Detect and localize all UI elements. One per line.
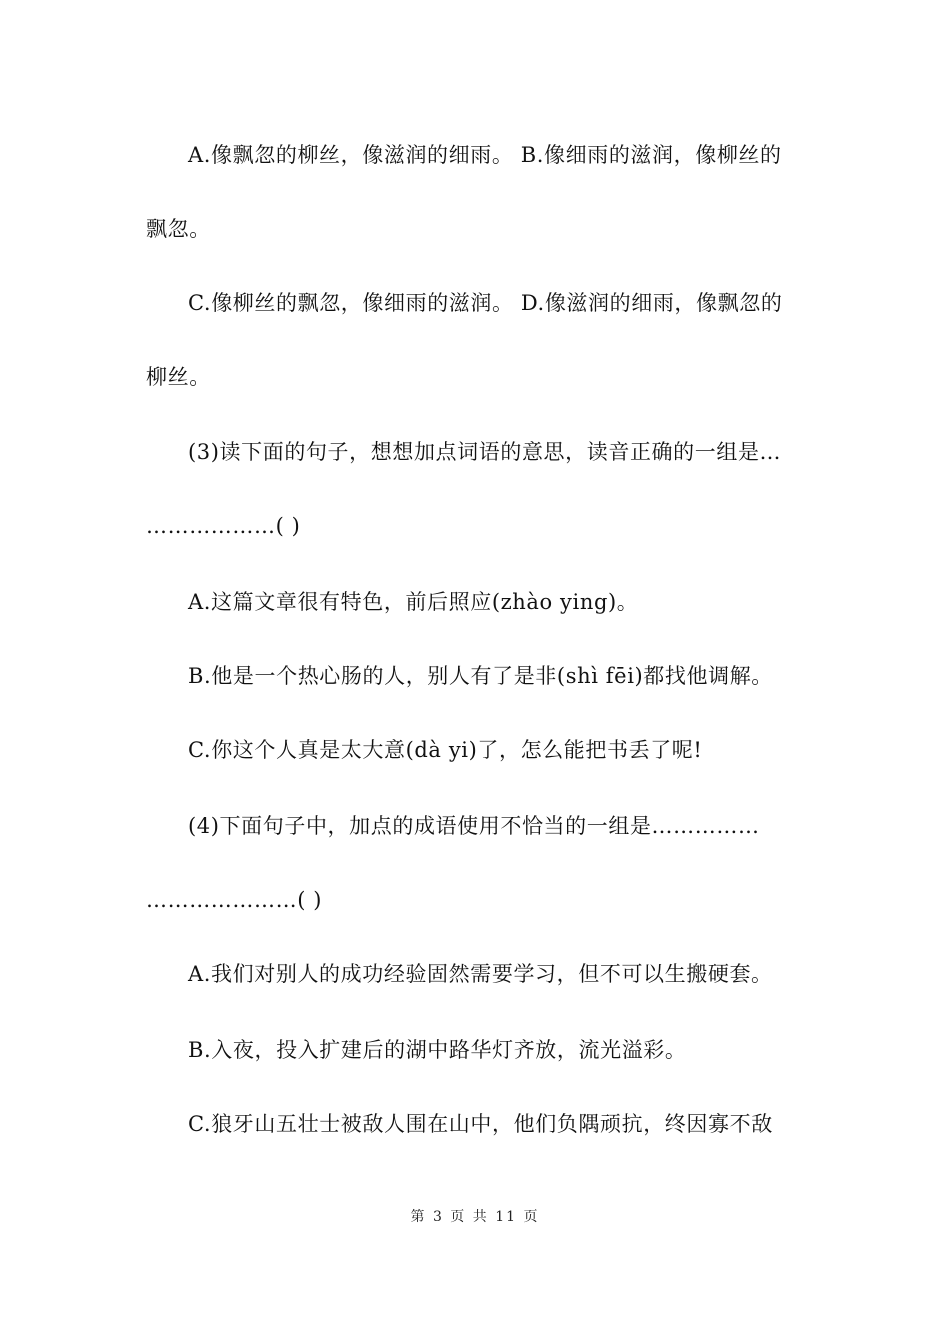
question-3-answer-blank: ………………( ): [146, 514, 301, 538]
option-line-continuation: 飘忽。: [146, 217, 211, 241]
option-line: C.像柳丝的飘忽，像细雨的滋润。 D.像滋润的细雨，像飘忽的: [188, 291, 783, 315]
question-3-option-a: A.这篇文章很有特色，前后照应(zhào ying)。: [188, 590, 639, 614]
question-4-option-a: A.我们对别人的成功经验固然需要学习，但不可以生搬硬套。: [188, 962, 773, 986]
question-3-option-b: B.他是一个热心肠的人，别人有了是非(shì fēi)都找他调解。: [188, 664, 773, 688]
question-4-option-b: B.入夜，投入扩建后的湖中路华灯齐放，流光溢彩。: [188, 1038, 687, 1062]
question-4-option-c: C.狼牙山五壮士被敌人围在山中，他们负隅顽抗，终因寡不敌: [188, 1112, 773, 1136]
option-line-continuation: 柳丝。: [146, 365, 211, 389]
question-3-text: (3)读下面的句子，想想加点词语的意思，读音正确的一组是…: [188, 440, 782, 464]
question-3-option-c: C.你这个人真是太大意(dà yi)了，怎么能把书丢了呢!: [188, 738, 703, 762]
page-number-footer: 第 3 页 共 11 页: [410, 1209, 540, 1225]
question-4-answer-blank: …………………( ): [146, 888, 323, 912]
question-4-text: (4)下面句子中，加点的成语使用不恰当的一组是……………: [188, 814, 760, 838]
option-line: A.像飘忽的柳丝，像滋润的细雨。 B.像细雨的滋润，像柳丝的: [188, 143, 782, 167]
